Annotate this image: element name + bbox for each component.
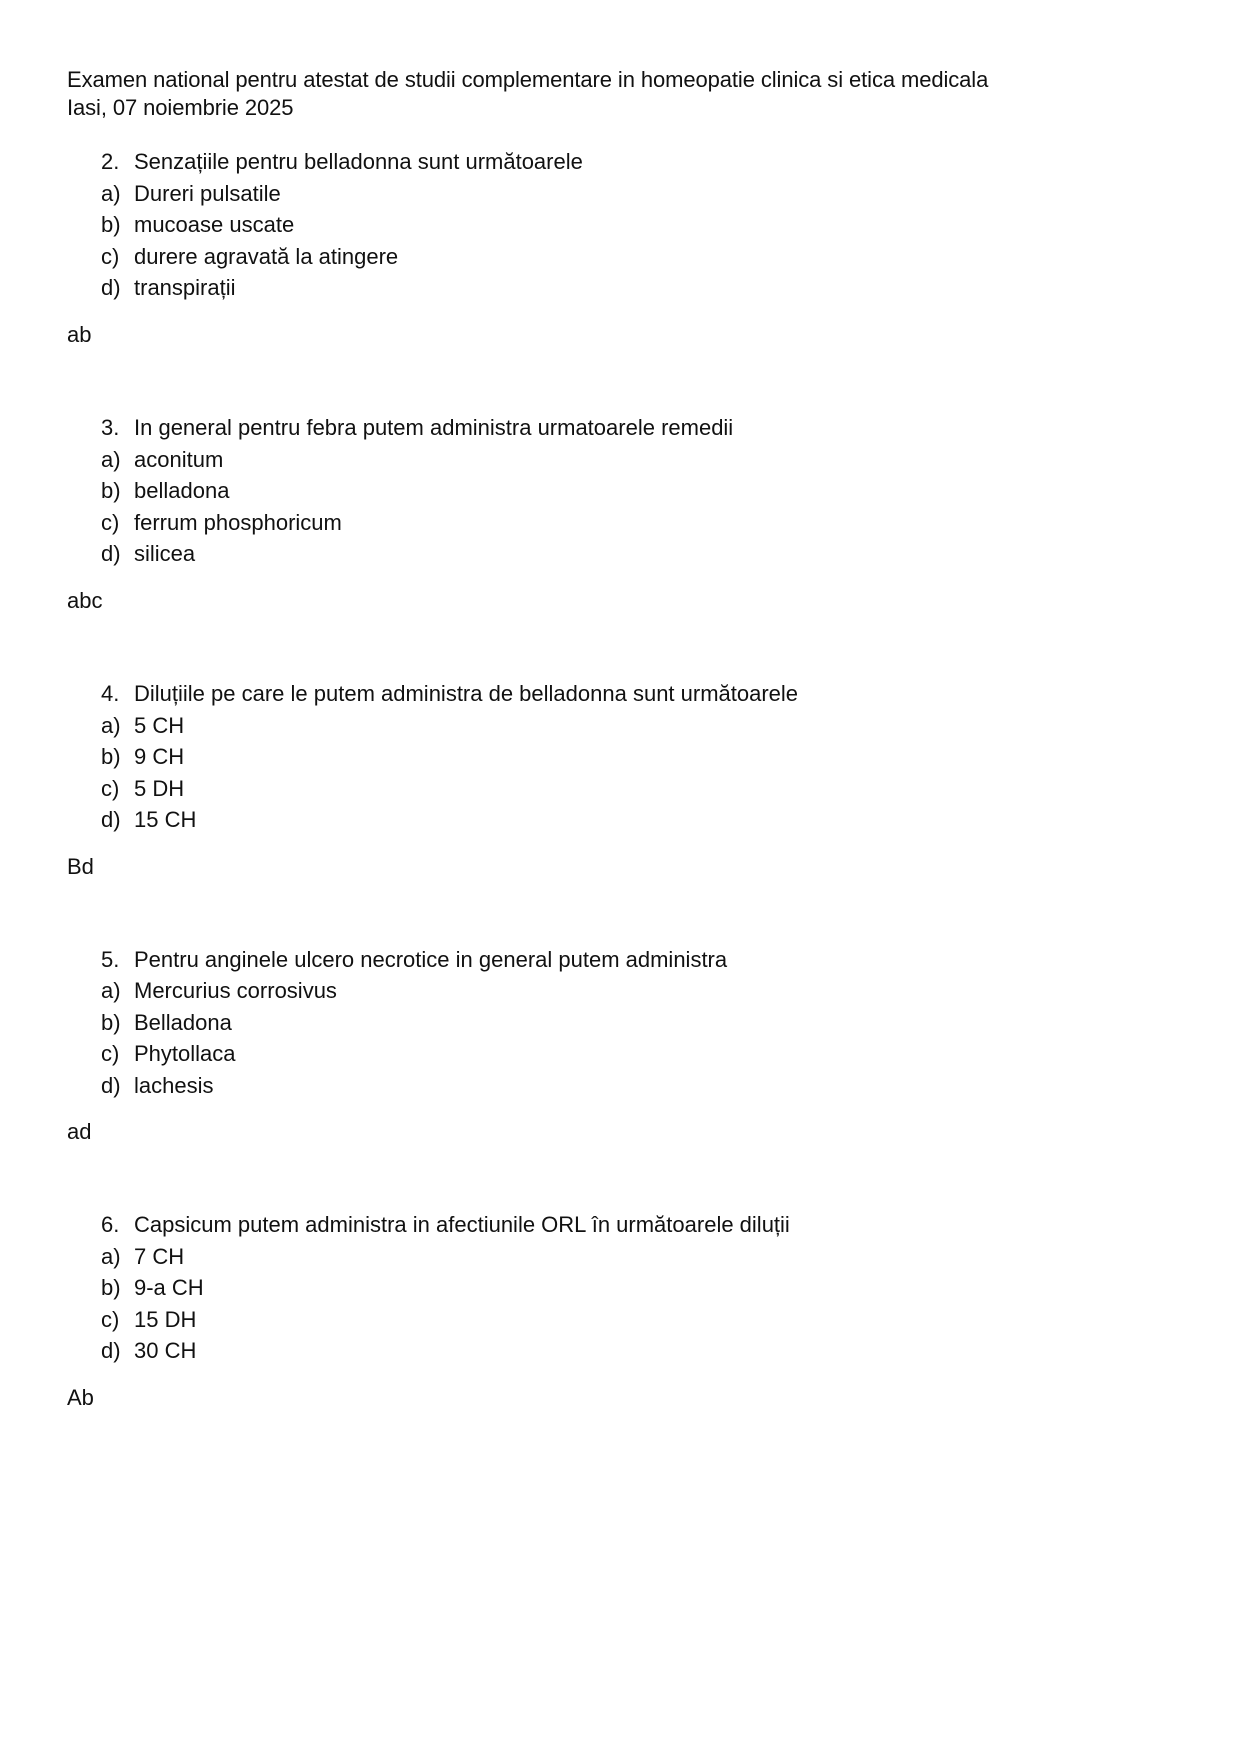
option-text: lachesis [134,1073,214,1098]
question-number: 3. [101,415,120,440]
answer-key: Ab [67,1385,94,1410]
option-text: transpirații [134,275,236,300]
option-letter: b) [101,1275,121,1300]
answer-key: abc [67,588,103,613]
option-text: 15 DH [134,1307,197,1332]
option-letter: a) [101,713,121,738]
option-letter: b) [101,212,121,237]
option-letter: c) [101,510,120,535]
option-letter: a) [101,181,121,206]
option-text: Phytollaca [134,1041,236,1066]
option-letter: d) [101,807,121,832]
option-letter: c) [101,776,120,801]
option-letter: a) [101,1244,121,1269]
option-text: 30 CH [134,1338,197,1363]
option-letter: a) [101,978,121,1003]
question-text: Diluțiile pe care le putem administra de belladonna sunt următoarele [134,681,799,706]
answer-key: Bd [67,854,94,879]
option-letter: d) [101,275,121,300]
option-text: Dureri pulsatile [134,181,281,206]
answer-key: ab [67,322,92,347]
question-text: In general pentru febra putem administra urmatoarele remedii [134,415,734,440]
question-number: 6. [101,1212,120,1237]
option-text: mucoase uscate [134,212,295,237]
option-text: durere agravată la atingere [134,244,399,269]
option-letter: c) [101,1307,120,1332]
option-text: 5 CH [134,713,185,738]
option-letter: b) [101,744,121,769]
exam-location-date: Iasi, 07 noiembrie 2025 [67,95,294,120]
question-text: Pentru anginele ulcero necrotice in general putem administra [134,947,728,972]
question-number: 2. [101,149,120,174]
answer-key: ad [67,1119,92,1144]
question-number: 4. [101,681,120,706]
option-letter: d) [101,1073,121,1098]
option-letter: d) [101,541,121,566]
question-text: Capsicum putem administra in afectiunile ORL în următoarele diluții [134,1212,790,1237]
option-letter: c) [101,244,120,269]
option-text: 15 CH [134,807,197,832]
question-text: Senzațiile pentru belladonna sunt următoarele [134,149,583,174]
option-letter: b) [101,478,121,503]
option-text: aconitum [134,447,224,472]
option-text: 9 CH [134,744,185,769]
exam-title: Examen national pentru atestat de studii complementare in homeopatie clinica si etica medicala [67,67,989,92]
option-text: silicea [134,541,196,566]
option-text: 7 CH [134,1244,185,1269]
option-text: belladona [134,478,230,503]
option-text: 5 DH [134,776,185,801]
option-letter: d) [101,1338,121,1363]
option-text: ferrum phosphoricum [134,510,342,535]
option-letter: b) [101,1010,121,1035]
option-text: Belladona [134,1010,232,1035]
option-letter: a) [101,447,121,472]
question-number: 5. [101,947,120,972]
option-text: Mercurius corrosivus [134,978,337,1003]
option-text: 9-a CH [134,1275,204,1300]
option-letter: c) [101,1041,120,1066]
